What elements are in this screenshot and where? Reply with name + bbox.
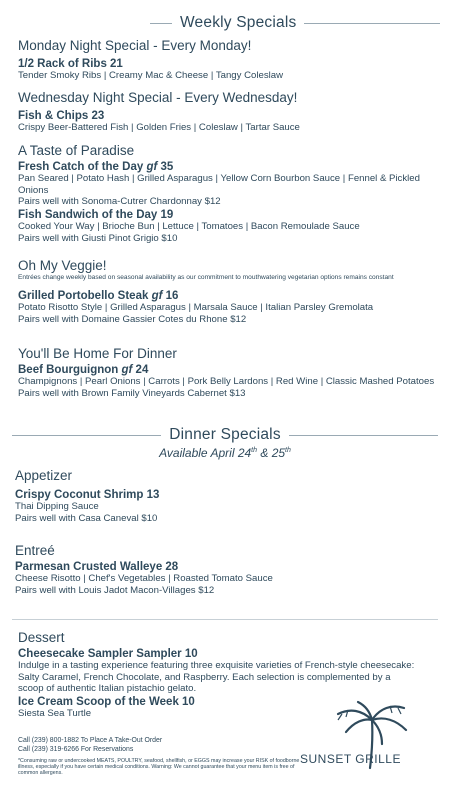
catch-price: 35 xyxy=(157,161,174,173)
divider xyxy=(150,23,172,24)
catch-desc: Pan Seared | Potato Hash | Grilled Asparagus | Yellow Corn Bourbon Sauce | Fennel & Pickled Onions xyxy=(18,173,420,196)
availability-prefix: Available April 24 xyxy=(159,446,252,460)
shrimp-dish: Crispy Coconut Shrimp 13 xyxy=(15,489,160,501)
veggie-section xyxy=(18,258,438,325)
beef-pairing: Pairs well with Brown Family Vineyards Cabernet $13 xyxy=(18,387,246,399)
portobello-desc: Potato Risotto Style | Grilled Asparagus | Marsala Sauce | Italian Parsley Gremolata xyxy=(18,302,374,313)
dinner-specials-title: Dinner Specials xyxy=(169,426,281,443)
appetizer-heading: Appetizer xyxy=(15,468,73,483)
gluten-free-mark: gf xyxy=(146,161,158,173)
availability-line xyxy=(0,446,450,460)
monday-dish: 1/2 Rack of Ribs 21 xyxy=(18,58,123,70)
walleye-desc: Cheese Risotto | Chef's Vegetables | Roasted Tomato Sauce xyxy=(15,573,273,584)
veggie-note: Entrées change weekly based on seasonal availability as our commitment to mouthwatering vegetarian options remains constant xyxy=(18,274,394,281)
food-safety-disclaimer: *Consuming raw or undercooked MEATS, POULTRY, seafood, shellfish, or EGGS may increase your RISK of foodborne illness, especially if you have certain medical conditions. Warning: We cannot guarantee that your menu item is free of common allergens. xyxy=(18,757,300,777)
wednesday-section xyxy=(18,90,438,134)
section-divider xyxy=(12,619,438,620)
icecream-dish: Ice Cream Scoop of the Week 10 xyxy=(18,695,195,708)
divider xyxy=(289,435,438,436)
dessert-heading: Dessert xyxy=(18,630,65,645)
paradise-section xyxy=(18,143,438,208)
beef-dish xyxy=(18,364,438,376)
monday-heading: Monday Night Special - Every Monday! xyxy=(18,38,252,53)
beef-price: 24 xyxy=(132,364,149,376)
home-dinner-section xyxy=(18,346,438,399)
divider xyxy=(12,435,161,436)
footer xyxy=(18,737,303,777)
divider xyxy=(304,23,440,24)
wednesday-heading: Wednesday Night Special - Every Wednesday! xyxy=(18,90,298,105)
weekly-specials-title: Weekly Specials xyxy=(180,14,297,31)
reservation-phone: Call (239) 319-6266 For Reservations xyxy=(18,745,134,753)
sandwich-desc: Cooked Your Way | Brioche Bun | Lettuce | Tomatoes | Bacon Remoulade Sauce xyxy=(18,221,360,232)
sandwich-dish: Fish Sandwich of the Day 19 xyxy=(18,209,174,221)
date-suffix: th xyxy=(251,447,258,454)
weekly-title-row xyxy=(150,14,440,32)
entree-section xyxy=(15,543,438,596)
beef-dish-name: Beef Bourguignon xyxy=(18,364,122,376)
availability-mid: & 25 xyxy=(257,446,286,460)
catch-pairing: Pairs well with Sonoma-Cutrer Chardonnay $12 xyxy=(18,196,221,207)
gluten-free-mark: gf xyxy=(121,364,133,376)
monday-section xyxy=(18,38,438,82)
portobello-dish-name: Grilled Portobello Steak xyxy=(18,290,152,302)
portobello-price: 16 xyxy=(162,290,179,302)
wednesday-desc: Crispy Beer-Battered Fish | Golden Fries | Coleslaw | Tartar Sauce xyxy=(18,122,300,133)
monday-desc: Tender Smoky Ribs | Creamy Mac & Cheese | Tangy Coleslaw xyxy=(18,70,284,81)
walleye-dish: Parmesan Crusted Walleye 28 xyxy=(15,561,179,573)
takeout-phone: Call (239) 800-1882 To Place A Take-Out Order xyxy=(18,737,163,744)
cheesecake-desc: Indulge in a tasting experience featuring three exquisite varieties of French-style cheesecake: Salty Caramel, French Chocolate, and Raspberry. Each selection is complemented by a scoop of authentic Italian pistachio gelato. xyxy=(18,660,415,694)
catch-dish xyxy=(18,161,438,173)
entree-heading: Entreé xyxy=(15,543,55,558)
portobello-pairing: Pairs well with Domaine Gassier Cotes du Rhone $12 xyxy=(18,313,247,325)
sandwich-section xyxy=(18,209,438,244)
gluten-free-mark: gf xyxy=(151,290,163,302)
veggie-heading: Oh My Veggie! xyxy=(18,258,107,273)
logo-wordmark: SUNSET GRILLE xyxy=(300,752,401,766)
portobello-dish xyxy=(18,290,438,302)
catch-dish-name: Fresh Catch of the Day xyxy=(18,161,147,173)
walleye-pairing: Pairs well with Louis Jadot Macon-Villages $12 xyxy=(15,584,215,596)
paradise-heading: A Taste of Paradise xyxy=(18,143,135,158)
home-heading: You'll Be Home For Dinner xyxy=(18,346,177,361)
wednesday-dish: Fish & Chips 23 xyxy=(18,110,105,122)
date-suffix: th xyxy=(285,447,291,454)
beef-desc: Champignons | Pearl Onions | Carrots | Pork Belly Lardons | Red Wine | Classic Mashed Potatoes xyxy=(18,376,435,387)
dinner-title-row xyxy=(12,426,438,444)
sandwich-pairing: Pairs well with Giusti Pinot Grigio $10 xyxy=(18,232,178,244)
shrimp-desc: Thai Dipping Sauce xyxy=(15,501,99,512)
shrimp-pairing: Pairs well with Casa Caneval $10 xyxy=(15,512,158,524)
icecream-desc: Siesta Sea Turtle xyxy=(18,707,92,719)
cheesecake-dish: Cheesecake Sampler Sampler 10 xyxy=(18,648,198,660)
appetizer-section xyxy=(15,468,438,524)
